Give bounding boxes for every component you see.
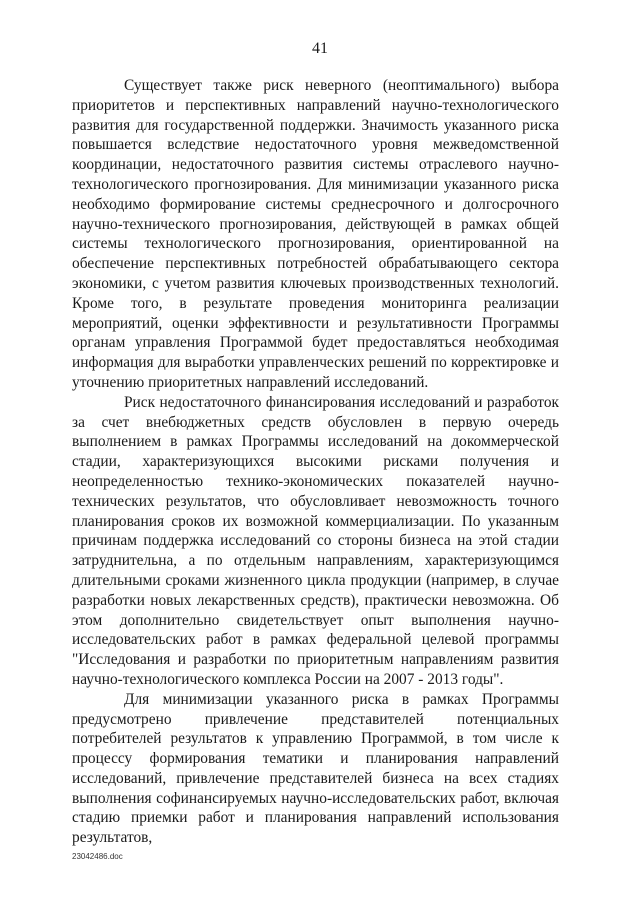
paragraph-risk-priorities: Существует также риск неверного (неоптимального) выбора приоритетов и перспективных направлений научно-технологического развития для государственной поддержки. Значимость указанного риска повышается вследствие недостаточного уровня межведомственной координации, недостаточного развития системы отраслевого научно-технологического прогнозирования. Для минимизации указанного риска необходимо формирование системы среднесрочного и долгосрочного научно-технического прогнозирования, действующей в рамках общей системы технологического прогнозирования, ориентированной на обеспечение перспективных потребностей обрабатывающего сектора экономики, с учетом развития ключевых производственных технологий. Кроме того, в результате проведения мониторинга реализации мероприятий, оценки эффективности и результативности Программы органам управления Программой будет предоставляться необходимая информация для выработки управленческих решений по корректировке и уточнению приоритетных направлений исследований.	[72, 77, 559, 391]
file-name-footer: 23042486.doc	[72, 852, 123, 861]
paragraph-risk-mitigation: Для минимизации указанного риска в рамках Программы предусмотрено привлечение представителей потенциальных потребителей результатов к управлению Программой, в том числе к процессу формирования тематики и планирования направлений исследований, привлечение представителей бизнеса на всех стадиях выполнения софинансируемых научно-исследовательских работ, включая стадию приемки работ и планирования направлений использования результатов,	[72, 690, 559, 847]
document-body	[72, 76, 559, 848]
paragraph-risk-financing: Риск недостаточного финансирования исследований и разработок за счет внебюджетных средств обусловлен в первую очередь выполнением в рамках Программы исследований на докоммерческой стадии, характеризующихся высокими рисками получения и неопределенностью технико-экономических показателей научно-технических результатов, что обусловливает невозможность точного планирования сроков их возможной коммерциализации. По указанным причинам поддержка исследований со стороны бизнеса на этой стадии затруднительна, а по отдельным направлениям, характеризующимся длительными сроками жизненного цикла продукции (например, в случае разработки новых лекарственных средств), практически невозможна. Об этом дополнительно свидетельствует опыт выполнения научно-исследовательских работ в рамках федеральной целевой программы "Исследования и разработки по приоритетным направлениям развития научно-технологического комплекса России на 2007 - 2013 годы".	[72, 393, 559, 688]
page-number: 41	[312, 40, 328, 57]
